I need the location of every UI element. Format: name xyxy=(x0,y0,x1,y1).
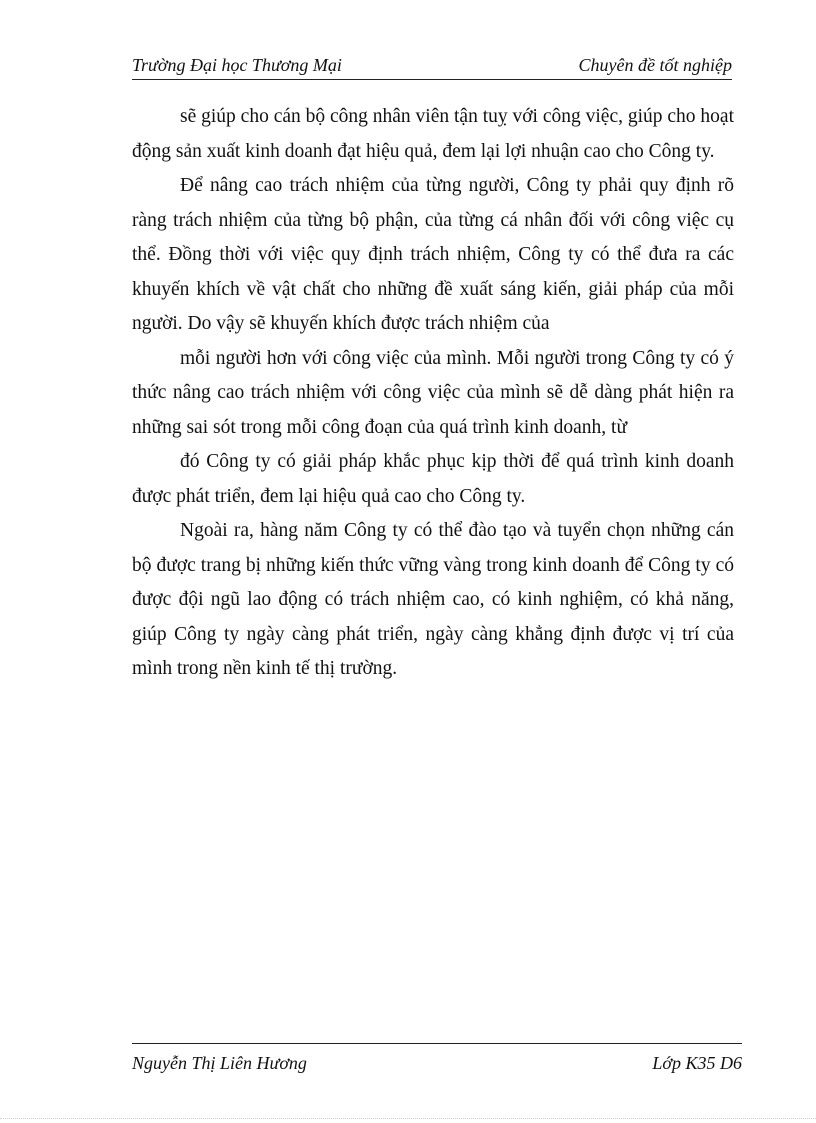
footer-rule xyxy=(132,1043,742,1044)
paragraph: Để nâng cao trách nhiệm của từng người, Công ty phải quy định rõ ràng trách nhiệm của từng bộ phận, của từng cá nhân đối với công việc cụ thể. Đồng thời với việc quy định trách nhiệm, Công ty có thể đưa ra các khuyến khích về vật chất cho những đề xuất sáng kiến, giải pháp của mỗi người. Do vậy sẽ khuyến khích được trách nhiệm của xyxy=(132,175,734,334)
page-bottom-edge xyxy=(0,1118,816,1119)
paragraph: sẽ giúp cho cán bộ công nhân viên tận tuỵ với công việc, giúp cho hoạt động sản xuất kinh doanh đạt hiệu quả, đem lại lợi nhuận cao cho Công ty. xyxy=(132,106,735,162)
header-document-type: Chuyên đề tốt nghiệp xyxy=(578,55,732,75)
body-text xyxy=(132,100,734,687)
paragraph: đó Công ty có giải pháp khắc phục kịp thời để quá trình kinh doanh được phát triển, đem lại hiệu quả cao cho Công ty. xyxy=(132,451,734,507)
footer-author: Nguyễn Thị Liên Hương xyxy=(132,1053,307,1073)
page-footer xyxy=(132,1043,742,1077)
header-university: Trường Đại học Thương Mại xyxy=(132,55,342,75)
page-header xyxy=(132,54,732,80)
paragraph: Ngoài ra, hàng năm Công ty có thể đào tạo và tuyển chọn những cán bộ được trang bị những kiến thức vững vàng trong kinh doanh để Công ty có được đội ngũ lao động có trách nhiệm cao, có kinh nghiệm, có khả năng, giúp Công ty ngày càng phát triển, ngày càng khẳng định được vị trí của mình trong nền kinh tế thị trường. xyxy=(132,520,734,679)
footer-class: Lớp K35 D6 xyxy=(652,1053,742,1073)
paragraph: mỗi người hơn với công việc của mình. Mỗi người trong Công ty có ý thức nâng cao trách nhiệm với công việc của mình sẽ dễ dàng phát hiện ra những sai sót trong mỗi công đoạn của quá trình kinh doanh, từ xyxy=(132,347,734,438)
header-rule xyxy=(132,79,732,80)
